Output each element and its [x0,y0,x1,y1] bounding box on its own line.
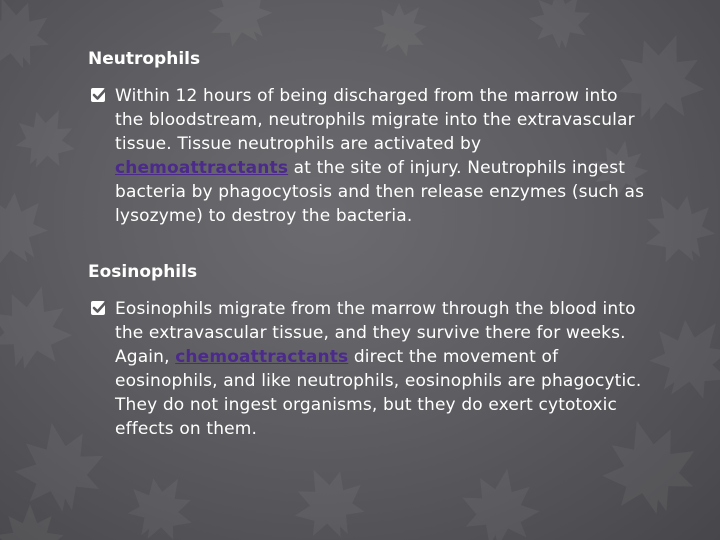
chemoattractants-link[interactable]: chemoattractants [115,158,289,178]
chemoattractants-link[interactable]: chemoattractants [175,347,349,367]
text-segment: at the site of injury. Neutrophils ingest bacteria by phagocytosis and then release enzymes (such as lysozyme) to destroy the bacteria. [115,158,645,226]
section-heading-eosinophils: Eosinophils [88,262,198,282]
text-segment: Within 12 hours of being discharged from the marrow into the bloodstream, neutrophils migrate into the extravascular tissue. Tissue neutrophils are activated by [115,86,635,154]
text-line: Eosinophils migrate from the marrow through the blood into the extravascular tissue, and they survive there for weeks. [115,299,636,343]
bullet-text [115,297,645,441]
bullet-text [115,84,645,228]
text-segment: direct the movement of eosinophils, and like neutrophils, eosinophils are phagocytic. They do not ingest organisms, but they do exert cytotoxic effects on them. [115,347,642,439]
check-box-icon [90,86,108,104]
text-segment: Again, [115,347,176,367]
section-heading-neutrophils: Neutrophils [88,49,201,69]
check-box-icon [90,299,108,317]
